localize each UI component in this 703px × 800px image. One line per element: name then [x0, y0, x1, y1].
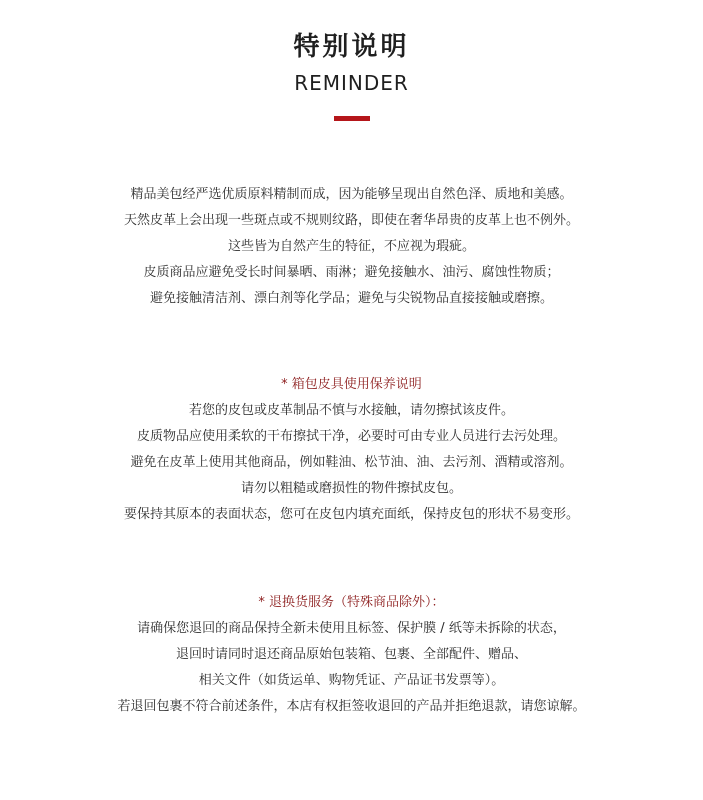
- care-line: 皮质物品应使用柔软的干布擦拭干净，必要时可由专业人员进行去污处理。: [136, 429, 566, 444]
- returns-line: 退回时请同时退还商品原始包装箱、包裹、全部配件、赠品、: [175, 647, 527, 662]
- intro-line: 这些皆为自然产生的特征，不应视为瑕疵。: [227, 239, 475, 254]
- header: [0, 30, 703, 121]
- returns-line: 请确保您退回的商品保持全新未使用且标签、保护膜 / 纸等未拆除的状态，: [137, 621, 566, 636]
- accent-divider: [334, 116, 370, 121]
- intro-line: 精品美包经严选优质原料精制而成，因为能够呈现出自然色泽、质地和美感。: [130, 187, 573, 202]
- returns-heading: * 退换货服务（特殊商品除外）：: [258, 595, 445, 610]
- returns-line: 若退回包裹不符合前述条件，本店有权拒签收退回的产品并拒绝退款，请您谅解。: [117, 699, 586, 714]
- page-title: 特别说明: [293, 32, 410, 62]
- care-line: 请勿以粗糙或磨损性的物件擦拭皮包。: [240, 481, 462, 496]
- care-line: 若您的皮包或皮革制品不慎与水接触，请勿擦拭该皮件。: [188, 403, 514, 418]
- care-section: [0, 372, 703, 528]
- care-line: 要保持其原本的表面状态，您可在皮包内填充面纸，保持皮包的形状不易变形。: [123, 507, 579, 522]
- care-heading: * 箱包皮具使用保养说明: [281, 377, 422, 392]
- returns-line: 相关文件（如货运单、购物凭证、产品证书发票等）。: [198, 673, 505, 688]
- intro-section: [0, 182, 703, 312]
- care-line: 避免在皮革上使用其他商品，例如鞋油、松节油、油、去污剂、酒精或溶剂。: [130, 455, 573, 470]
- page-subtitle: REMINDER: [294, 71, 409, 95]
- returns-section: [0, 590, 703, 720]
- intro-line: 避免接触清洁剂、漂白剂等化学品；避免与尖锐物品直接接触或磨擦。: [149, 291, 553, 306]
- intro-line: 天然皮革上会出现一些斑点或不规则纹路，即使在奢华昂贵的皮革上也不例外。: [123, 213, 579, 228]
- intro-line: 皮质商品应避免受长时间暴晒、雨淋；避免接触水、油污、腐蚀性物质；: [143, 265, 560, 280]
